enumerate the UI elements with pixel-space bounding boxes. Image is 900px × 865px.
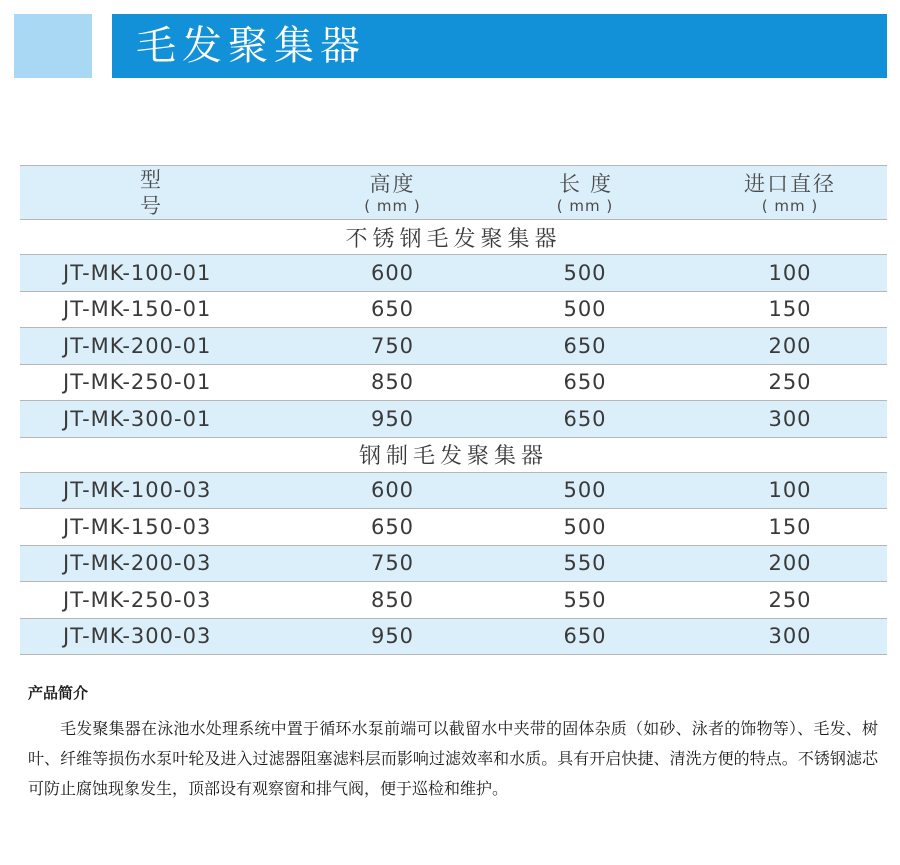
table-row	[20, 401, 887, 438]
cell-height: 750	[370, 333, 415, 358]
cell-length: 650	[563, 624, 607, 649]
cell-height: 950	[370, 406, 415, 431]
table-row	[20, 582, 887, 619]
cell-model: JT-MK-100-03	[63, 478, 212, 503]
cell-inlet: 150	[768, 297, 812, 322]
cell-height: 850	[370, 370, 415, 395]
column-header-unit: ( mm )	[364, 196, 421, 215]
cell-height: 650	[370, 514, 415, 539]
column-header-unit: ( mm )	[556, 196, 614, 215]
table-row	[20, 473, 887, 510]
column-header-length	[530, 166, 640, 219]
table-row	[20, 509, 887, 546]
cell-length: 500	[563, 514, 607, 539]
column-header-label: 型号	[140, 167, 201, 218]
section-title: 钢制毛发聚集器	[358, 444, 548, 469]
cell-length: 650	[563, 333, 607, 358]
cell-model: JT-MK-200-01	[63, 333, 212, 358]
cell-inlet: 250	[768, 587, 812, 612]
intro-heading: 产品简介	[28, 684, 89, 702]
spec-table	[20, 165, 887, 655]
cell-model: JT-MK-150-01	[63, 297, 212, 322]
table-header-row	[20, 165, 887, 220]
section-title-row	[20, 438, 887, 473]
column-header-label: 长度	[559, 171, 621, 196]
cell-model: JT-MK-200-03	[63, 551, 212, 576]
cell-length: 500	[563, 297, 607, 322]
table-row	[20, 546, 887, 583]
cell-model: JT-MK-250-01	[63, 370, 212, 395]
cell-height: 950	[370, 624, 415, 649]
cell-model: JT-MK-300-01	[63, 406, 212, 431]
column-header-unit: ( mm )	[761, 196, 819, 215]
cell-height: 850	[370, 587, 415, 612]
header-accent-block	[14, 14, 92, 78]
table-row	[20, 328, 887, 365]
column-header-inlet	[735, 166, 845, 219]
cell-inlet: 100	[768, 478, 812, 503]
cell-model: JT-MK-250-03	[63, 587, 212, 612]
cell-inlet: 300	[768, 624, 812, 649]
cell-model: JT-MK-100-01	[63, 260, 212, 285]
column-header-label: 高度	[369, 171, 416, 196]
intro-paragraph: 毛发聚集器在泳池水处理系统中置于循环水泵前端可以截留水中夹带的固体杂质（如砂、泳者的饰物等）、毛发、树叶、纤维等损伤水泵叶轮及进入过滤器阻塞滤料层而影响过滤效率和水质。具有开启快捷、清洗方便的特点。不锈钢滤芯可防止腐蚀现象发生，顶部设有观察窗和排气阀，便于巡检和维护。	[28, 719, 878, 798]
section-title-row	[20, 220, 887, 255]
cell-length: 550	[563, 551, 607, 576]
cell-height: 600	[370, 260, 415, 285]
cell-length: 650	[563, 370, 607, 395]
cell-inlet: 200	[768, 551, 812, 576]
cell-length: 550	[563, 587, 607, 612]
cell-length: 650	[563, 406, 607, 431]
table-row	[20, 292, 887, 329]
cell-height: 750	[370, 551, 415, 576]
cell-length: 500	[563, 260, 607, 285]
cell-inlet: 200	[768, 333, 812, 358]
page-title: 毛发聚集器	[136, 23, 366, 69]
column-header-model	[100, 166, 220, 219]
section-title: 不锈钢毛发聚集器	[345, 226, 562, 252]
table-row	[20, 619, 887, 656]
cell-length: 500	[563, 478, 607, 503]
cell-inlet: 150	[768, 514, 812, 539]
cell-height: 650	[370, 297, 415, 322]
cell-inlet: 250	[768, 370, 812, 395]
cell-inlet: 300	[768, 406, 812, 431]
cell-model: JT-MK-150-03	[63, 514, 212, 539]
cell-height: 600	[370, 478, 415, 503]
table-row	[20, 255, 887, 292]
cell-model: JT-MK-300-03	[63, 624, 212, 649]
header-band	[112, 14, 887, 78]
table-row	[20, 365, 887, 402]
column-header-label: 进口直径	[744, 171, 836, 196]
column-header-height	[340, 166, 445, 219]
cell-inlet: 100	[768, 260, 812, 285]
